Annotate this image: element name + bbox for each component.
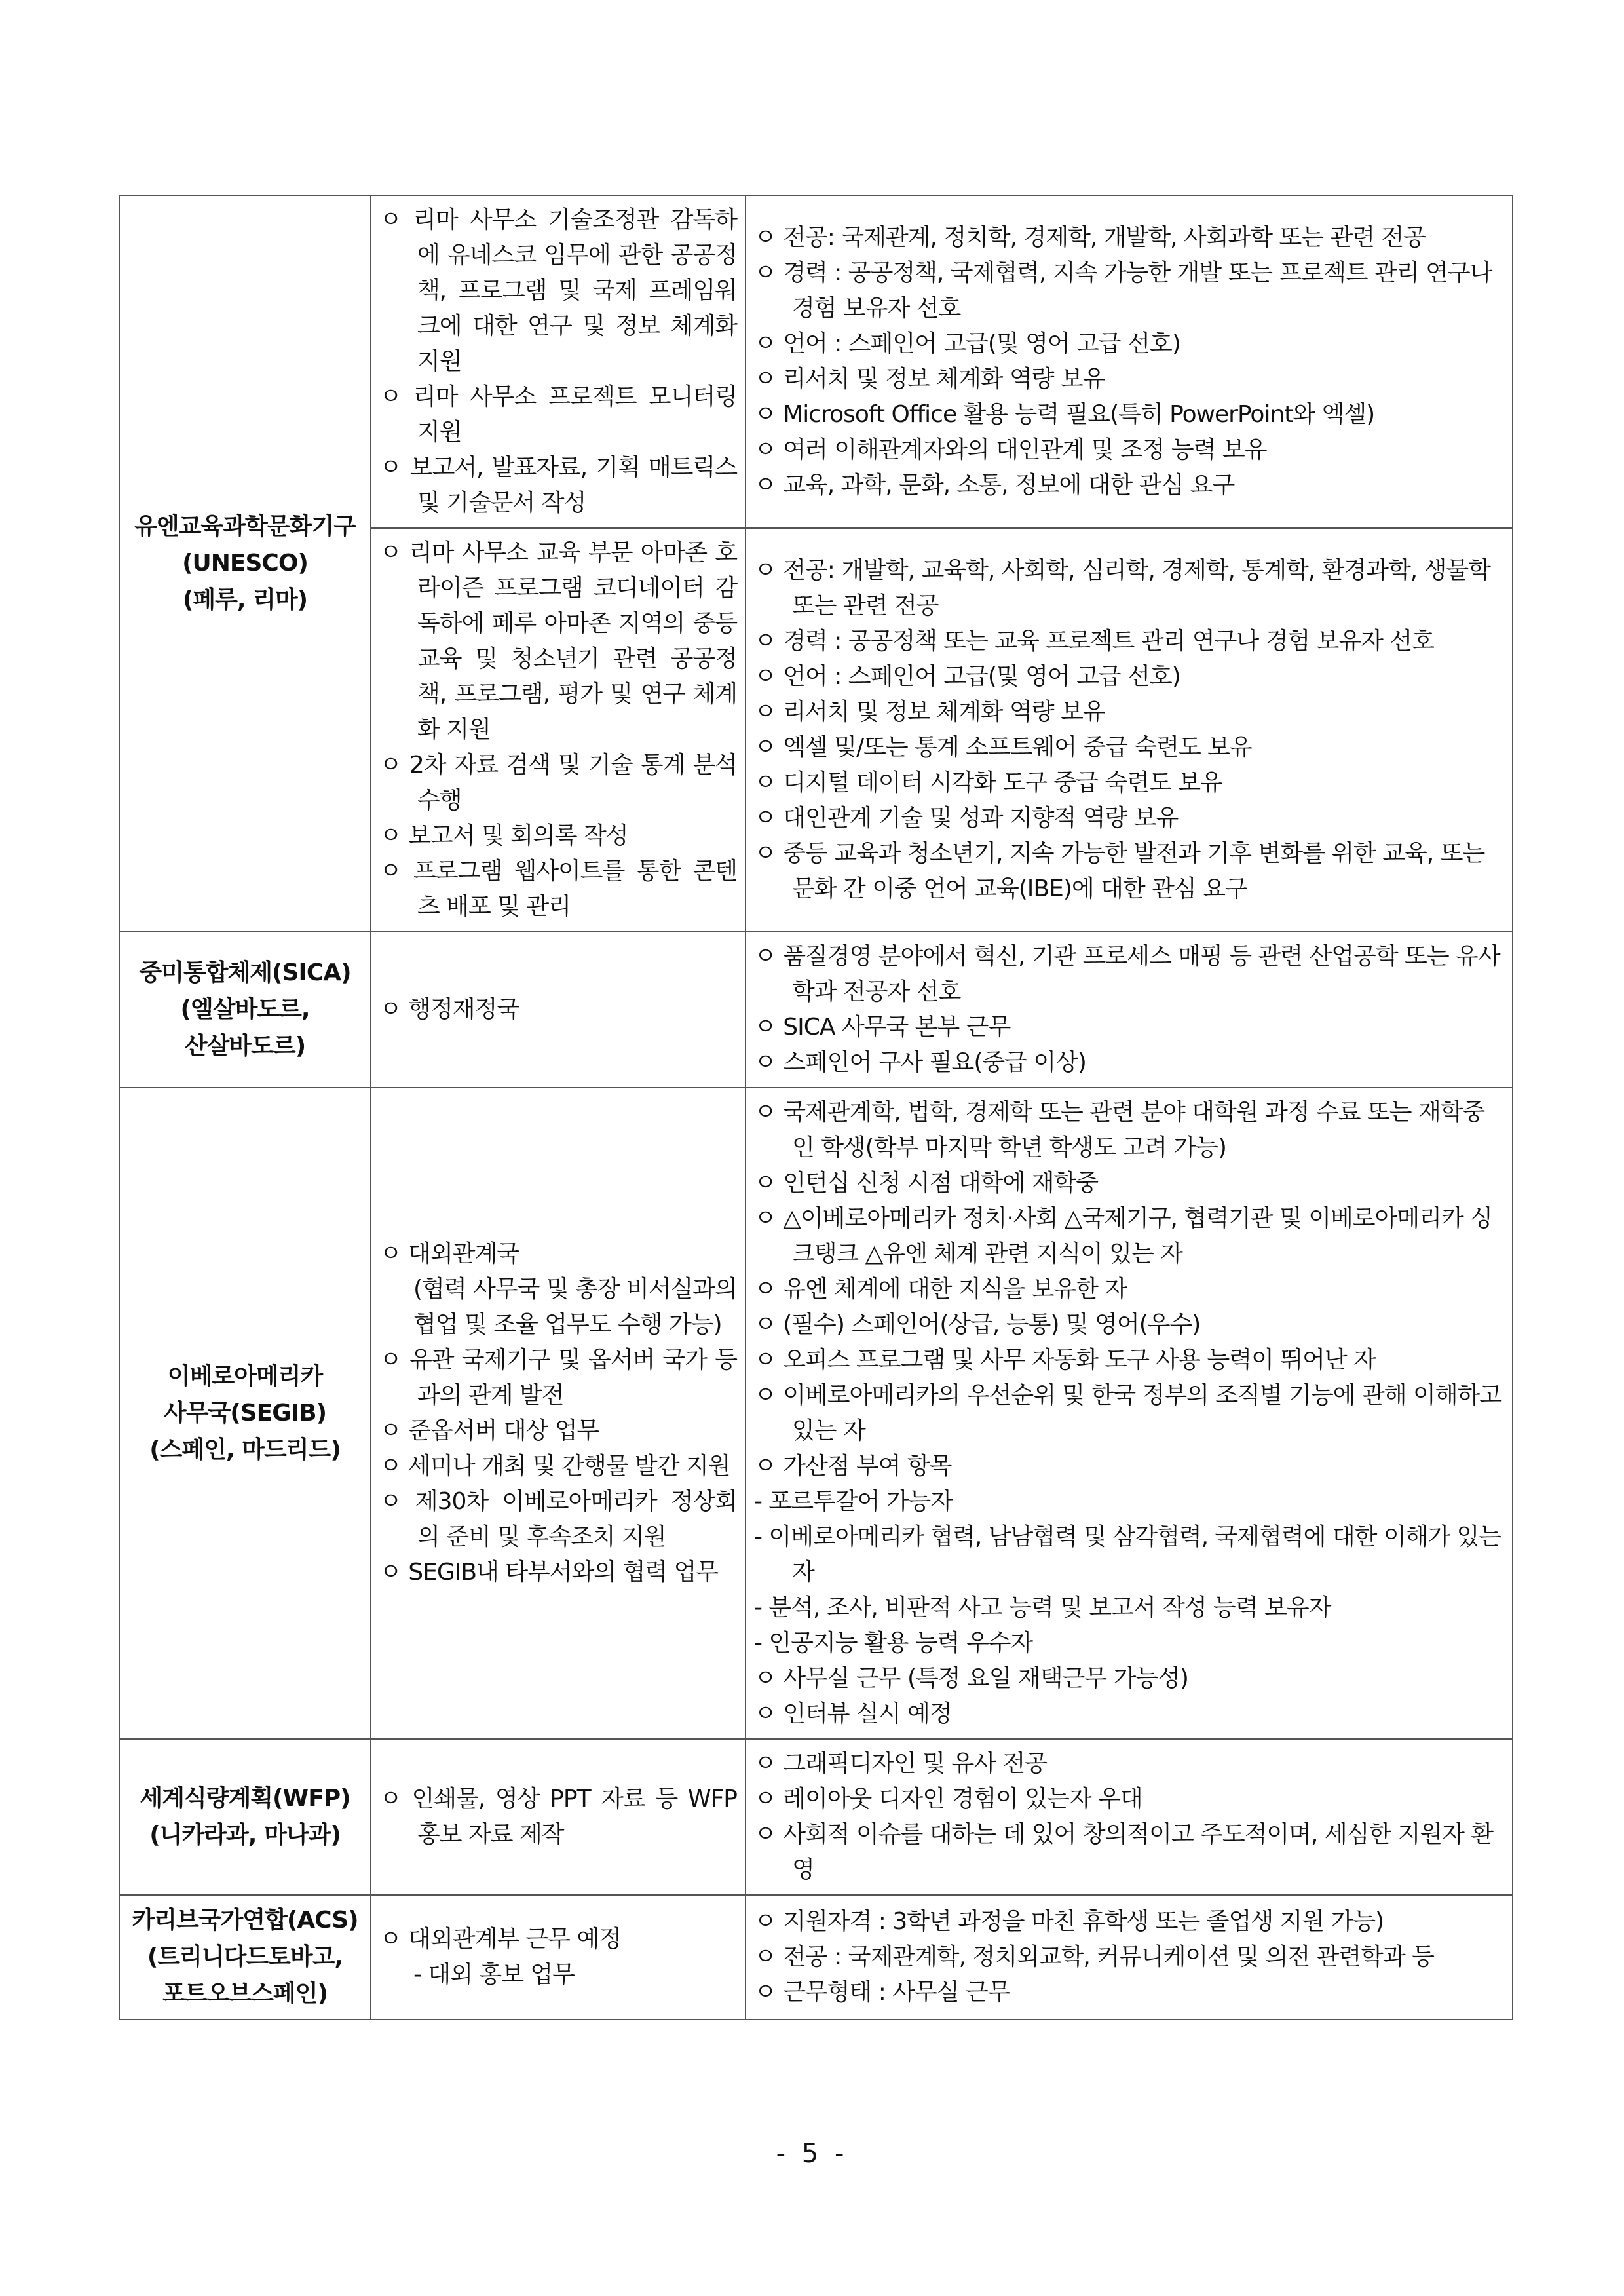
requirements-cell — [746, 932, 1513, 1088]
bullet-item: ㅇ 인턴십 신청 시점 대학에 재학중 — [754, 1170, 1099, 1196]
org-cell — [119, 1088, 371, 1739]
duties-cell — [371, 932, 746, 1088]
bullet-item: ㅇ 오피스 프로그램 및 사무 자동화 도구 사용 능력이 뛰어난 자 — [754, 1347, 1376, 1373]
bullet-item: ㅇ 중등 교육과 청소년기, 지속 가능한 발전과 기후 변화를 위한 교육, 또는 문화 간 이중 언어 교육(IBE)에 대한 관심 요구 — [754, 840, 1485, 902]
sub-item: - 대외 홍보 업무 — [413, 1961, 575, 1988]
requirements-cell — [746, 1739, 1513, 1895]
bullet-item: ㅇ 보고서 및 회의록 작성 — [379, 822, 628, 849]
bullet-item: ㅇ 유관 국제기구 및 옵서버 국가 등과의 관계 발전 — [379, 1347, 737, 1409]
org-name-line: 사무국(SEGIB) — [163, 1400, 327, 1426]
bullet-item: ㅇ 사무실 근무 (특정 요일 재택근무 가능성) — [754, 1665, 1188, 1692]
bullet-item: ㅇ 사회적 이슈를 대하는 데 있어 창의적이고 주도적이며, 세심한 지원자 환영 — [754, 1821, 1494, 1883]
internship-table — [119, 195, 1513, 2020]
org-name-line: (니카라과, 마나과) — [149, 1822, 341, 1848]
sub-item: (협력 사무국 및 총장 비서실과의 협업 및 조율 업무도 수행 가능) — [413, 1276, 737, 1338]
bullet-item: ㅇ 언어 : 스페인어 고급(및 영어 고급 선호) — [754, 663, 1180, 690]
table-row — [119, 195, 1513, 528]
requirements-cell — [746, 1088, 1513, 1739]
org-name-line: 카리브국가연합(ACS) — [132, 1907, 358, 1934]
bullet-item: ㅇ SEGIB내 타부서와의 협력 업무 — [379, 1559, 719, 1586]
org-cell — [119, 195, 371, 932]
bullet-item: ㅇ 2차 자료 검색 및 기술 통계 분석 수행 — [379, 752, 737, 814]
requirements-cell — [746, 528, 1513, 932]
sub-item: - 분석, 조사, 비판적 사고 능력 및 보고서 작성 능력 보유자 — [754, 1594, 1331, 1621]
org-name-line: (UNESCO) — [182, 550, 308, 577]
bullet-item: ㅇ 전공: 개발학, 교육학, 사회학, 심리학, 경제학, 통계학, 환경과학, 생물학 또는 관련 전공 — [754, 557, 1490, 619]
table-row — [119, 932, 1513, 1088]
bullet-item: ㅇ 보고서, 발표자료, 기획 매트릭스 및 기술문서 작성 — [379, 454, 737, 516]
bullet-item: ㅇ 세미나 개최 및 간행물 발간 지원 — [379, 1453, 730, 1480]
org-name-line: 산살바도르) — [184, 1033, 306, 1060]
bullet-item: ㅇ 대인관계 기술 및 성과 지향적 역량 보유 — [754, 805, 1179, 832]
bullet-item: ㅇ 언어 : 스페인어 고급(및 영어 고급 선호) — [754, 330, 1180, 357]
bullet-item: ㅇ 경력 : 공공정책, 국제협력, 지속 가능한 개발 또는 프로젝트 관리 연구나 경험 보유자 선호 — [754, 259, 1492, 322]
sub-item: - 이베로아메리카 협력, 남남협력 및 삼각협력, 국제협력에 대한 이해가 있는 자 — [754, 1523, 1501, 1586]
duties-cell — [371, 1739, 746, 1895]
org-name-line: 포트오브스페인) — [162, 1980, 328, 2007]
bullet-item: ㅇ 교육, 과학, 문화, 소통, 정보에 대한 관심 요구 — [754, 472, 1235, 499]
bullet-item: ㅇ 프로그램 웹사이트를 통한 콘텐츠 배포 및 관리 — [379, 858, 737, 920]
org-name-line: (스페인, 마드리드) — [149, 1436, 341, 1463]
bullet-item: ㅇ 전공 : 국제관계학, 정치외교학, 커뮤니케이션 및 의전 관련학과 등 — [754, 1943, 1434, 1970]
bullet-item: ㅇ 리서치 및 정보 체계화 역량 보유 — [754, 698, 1105, 725]
bullet-item: ㅇ 품질경영 분야에서 혁신, 기관 프로세스 매핑 등 관련 산업공학 또는 유사 학과 전공자 선호 — [754, 943, 1500, 1005]
table-body — [119, 195, 1513, 2019]
bullet-item: ㅇ 대외관계부 근무 예정 — [379, 1926, 622, 1953]
duties-cell — [371, 1088, 746, 1739]
bullet-item: ㅇ 근무형태 : 사무실 근무 — [754, 1979, 1010, 2006]
org-name-line: 세계식량계획(WFP) — [140, 1785, 350, 1812]
bullet-item: ㅇ 행정재정국 — [379, 996, 519, 1023]
org-name-line: 중미통합체제(SICA) — [139, 959, 351, 986]
bullet-item: ㅇ △이베로아메리카 정치·사회 △국제기구, 협력기관 및 이베로아메리카 싱크탱크 △유엔 체계 관련 지식이 있는 자 — [754, 1205, 1492, 1267]
duties-cell — [371, 1895, 746, 2019]
bullet-item: ㅇ 레이아웃 디자인 경험이 있는자 우대 — [754, 1786, 1142, 1812]
table-row — [119, 1895, 1513, 2019]
bullet-item: ㅇ 가산점 부여 항목 — [754, 1453, 952, 1480]
page-number: - 5 - — [776, 2139, 848, 2169]
org-name-line: (엘살바도르, — [180, 996, 310, 1023]
bullet-item: ㅇ 제30차 이베로아메리카 정상회의 준비 및 후속조치 지원 — [379, 1488, 737, 1550]
bullet-item: ㅇ 리마 사무소 교육 부문 아마존 호라이즌 프로그램 코디네이터 감독하에 페루 아마존 지역의 중등 교육 및 청소년기 관련 공공정책, 프로그램, 평가 및 연구 체계화 지원 — [379, 539, 737, 743]
org-cell — [119, 932, 371, 1088]
bullet-item: ㅇ 이베로아메리카의 우선순위 및 한국 정부의 조직별 기능에 관해 이해하고 있는 자 — [754, 1382, 1502, 1444]
requirements-cell — [746, 1895, 1513, 2019]
bullet-item: ㅇ 대외관계국 — [379, 1240, 519, 1267]
bullet-item: ㅇ 리마 사무소 기술조정관 감독하에 유네스코 임무에 관한 공공정책, 프로그램 및 국제 프레임워크에 대한 연구 및 정보 체계화 지원 — [379, 206, 737, 375]
org-name-line: 이베로아메리카 — [167, 1363, 323, 1390]
bullet-item: ㅇ 스페인어 구사 필요(중급 이상) — [754, 1049, 1086, 1076]
table-row — [119, 1739, 1513, 1895]
duties-cell — [371, 195, 746, 528]
bullet-item: ㅇ 여러 이해관계자와의 대인관계 및 조정 능력 보유 — [754, 436, 1267, 463]
bullet-item: ㅇ 리서치 및 정보 체계화 역량 보유 — [754, 366, 1105, 392]
bullet-item: ㅇ 전공: 국제관계, 정치학, 경제학, 개발학, 사회과학 또는 관련 전공 — [754, 224, 1426, 251]
bullet-item: ㅇ 준옵서버 대상 업무 — [379, 1417, 599, 1444]
bullet-item: ㅇ 리마 사무소 프로젝트 모니터링 지원 — [379, 383, 737, 446]
sub-item: - 인공지능 활용 능력 우수자 — [754, 1630, 1033, 1656]
bullet-item: ㅇ 경력 : 공공정책 또는 교육 프로젝트 관리 연구나 경험 보유자 선호 — [754, 628, 1434, 655]
bullet-item: ㅇ 인터뷰 실시 예정 — [754, 1700, 952, 1727]
bullet-item: ㅇ 지원자격 : 3학년 과정을 마친 휴학생 또는 졸업생 지원 가능) — [754, 1908, 1384, 1935]
bullet-item: ㅇ 그래픽디자인 및 유사 전공 — [754, 1750, 1048, 1777]
bullet-item: ㅇ (필수) 스페인어(상급, 능통) 및 영어(우수) — [754, 1311, 1201, 1338]
requirements-cell — [746, 195, 1513, 528]
sub-item: - 포르투갈어 가능자 — [754, 1488, 953, 1515]
bullet-item: ㅇ SICA 사무국 본부 근무 — [754, 1014, 1011, 1041]
org-name-line: (페루, 리마) — [182, 586, 308, 613]
bullet-item: ㅇ 인쇄물, 영상 PPT 자료 등 WFP 홍보 자료 제작 — [379, 1786, 737, 1848]
bullet-item: ㅇ 유엔 체계에 대한 지식을 보유한 자 — [754, 1276, 1127, 1303]
org-name-line: 유엔교육과학문화기구 — [134, 513, 356, 540]
org-name-line: (트리니다드토바고, — [147, 1943, 343, 1970]
org-cell — [119, 1739, 371, 1895]
org-cell — [119, 1895, 371, 2019]
bullet-item: ㅇ 디지털 데이터 시각화 도구 중급 숙련도 보유 — [754, 769, 1222, 796]
duties-cell — [371, 528, 746, 932]
table-row — [119, 1088, 1513, 1739]
bullet-item: ㅇ 엑셀 및/또는 통계 소프트웨어 중급 숙련도 보유 — [754, 734, 1252, 761]
bullet-item: ㅇ 국제관계학, 법학, 경제학 또는 관련 분야 대학원 과정 수료 또는 재학중인 학생(학부 마지막 학년 학생도 고려 가능) — [754, 1099, 1485, 1161]
bullet-item: ㅇ Microsoft Office 활용 능력 필요(특히 PowerPoint와 엑셀) — [754, 401, 1375, 428]
